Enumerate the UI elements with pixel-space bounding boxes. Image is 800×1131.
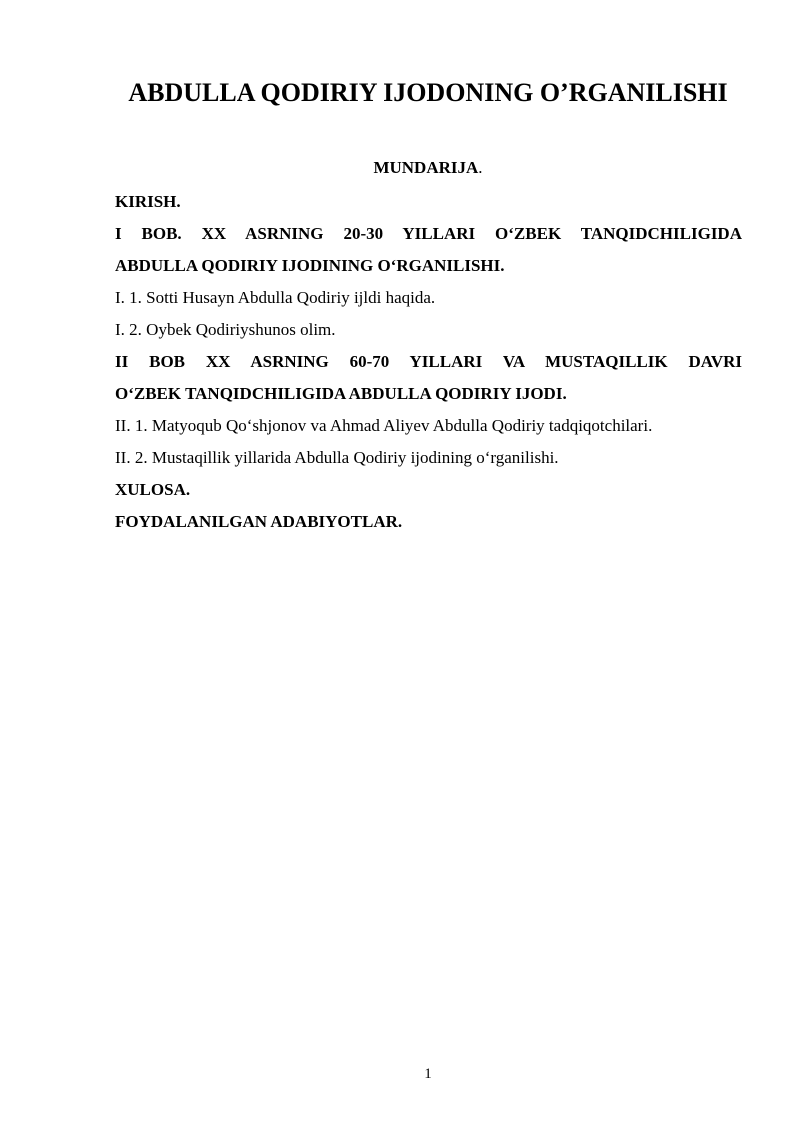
document-title: ABDULLA QODIRIY IJODONING O’RGANILISHI — [128, 78, 728, 107]
toc-chapter-1 — [115, 218, 742, 282]
toc-item-references: FOYDALANILGAN ADABIYOTLAR. — [115, 512, 403, 531]
toc-item-conclusion: XULOSA. — [115, 480, 191, 499]
table-of-contents — [115, 186, 742, 538]
toc-heading-period: . — [478, 158, 483, 177]
toc-section-2-2: II. 2. Mustaqillik yillarida Abdulla Qodiriy ijodining o‘rganilishi. — [115, 448, 559, 467]
toc-chapter-1-line1: I BOB. XX ASRNING 20-30 YILLARI O‘ZBEK TANQIDCHILIGIDA — [115, 224, 742, 243]
toc-chapter-1-line2: ABDULLA QODIRIY IJODINING O‘RGANILISHI. — [115, 256, 505, 275]
toc-item-introduction: KIRISH. — [115, 192, 181, 211]
toc-section-1-2: I. 2. Oybek Qodiriyshunos olim. — [115, 320, 336, 339]
toc-chapter-2 — [115, 346, 742, 410]
toc-chapter-2-line2: O‘ZBEK TANQIDCHILIGIDA ABDULLA QODIRIY IJODI. — [115, 384, 567, 403]
toc-section-2-1: II. 1. Matyoqub Qo‘shjonov va Ahmad Aliyev Abdulla Qodiriy tadqiqotchilari. — [115, 416, 653, 435]
toc-chapter-2-line1: II BOB XX ASRNING 60-70 YILLARI VA MUSTAQILLIK DAVRI — [115, 352, 742, 371]
toc-heading-label: MUNDARIJA — [373, 158, 479, 177]
toc-heading — [0, 156, 800, 180]
page-number: 1 — [424, 1066, 432, 1082]
toc-section-1-1: I. 1. Sotti Husayn Abdulla Qodiriy ijldi haqida. — [115, 288, 436, 307]
